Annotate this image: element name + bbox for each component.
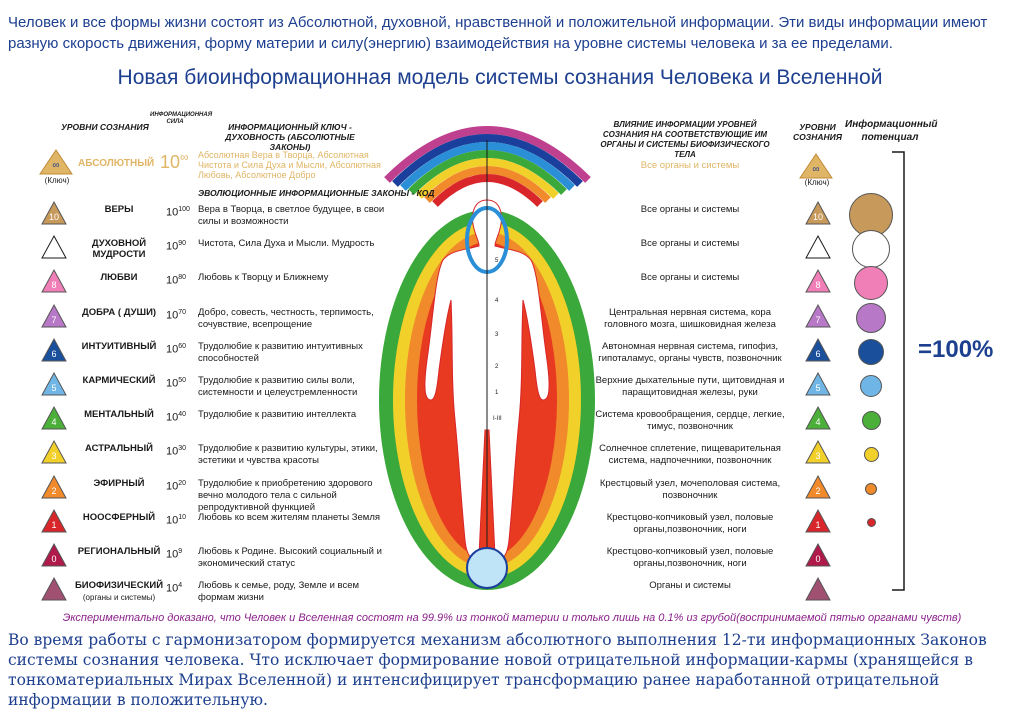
level-organs: Центральная нервная система, кора головного мозга, шишковидная железа [604, 306, 776, 330]
level-law: Трудолюбие к приобретению здорового вечно молодого тела с сильной репродуктивной функцией [198, 477, 373, 513]
svg-text:∞: ∞ [52, 160, 60, 171]
level-law: Добро, совесть, честность, терпимость, сочувствие, всепрощение [198, 306, 374, 330]
level-number: 5 [815, 383, 821, 393]
level-power-exp: 60 [178, 342, 187, 350]
level-power: $10^{20}$ [166, 479, 187, 493]
level-number: 5 [51, 383, 57, 393]
potential-circle [865, 483, 877, 495]
bottom-text: Во время работы с гармонизатором формируется механизм абсолютного выполнения 12-ти информационных Законов системы сознания человека. Что исключает формирование новой отрицательной информации-кармы (хранящейся в тонкоматериальных Мирах Вселенной) и интенсифицирует трансформацию ранее наработанной отрицательной информации в положительную. [8, 631, 987, 709]
level-law: Трудолюбие к развитию силы воли, системности и целеустремленности [198, 375, 358, 398]
level-number: 10 [48, 212, 60, 222]
potential-circle [856, 303, 886, 333]
level-name: АСТРАЛЬНЫЙ [84, 443, 153, 455]
level-power-exp: 80 [178, 274, 187, 282]
level-triangle-icon [40, 542, 68, 570]
absolute-organs: Все органы и системы [640, 160, 740, 171]
level-number: 6 [51, 348, 57, 359]
level-organs: Все органы и системы [640, 204, 740, 215]
level-power-exp: 50 [178, 377, 187, 384]
level-number: 3 [51, 451, 57, 462]
spine-label-3: 3 [495, 332, 499, 338]
level-name: ЭФИРНЫЙ [93, 477, 145, 489]
aura-diagram [375, 100, 600, 600]
level-triangle-icon [40, 268, 68, 296]
level-number: 8 [51, 280, 57, 291]
level-power-exp: 70 [178, 308, 187, 316]
level-law: Трудолюбие к развитию культуры, этики, эстетики и чувства красоты [198, 443, 378, 467]
level-triangle-right-icon [804, 508, 832, 536]
level-number: 10 [812, 212, 824, 222]
spine-label-5: 5 [495, 258, 499, 264]
level-triangle-right-icon [804, 439, 832, 467]
level-power: $10^{80}$ [166, 274, 187, 288]
level-triangle-right-icon [804, 405, 832, 433]
absolute-level-name: АБСОЛЮТНЫЙ [78, 158, 155, 169]
potential-circle [867, 518, 876, 527]
level-number: 6 [815, 348, 821, 359]
level-triangle-icon [40, 234, 68, 262]
level-organs: Крестцовый узел, мочеполовая система, позвоночник [599, 477, 781, 501]
level-triangle-right-icon [804, 234, 832, 262]
potential-circle [862, 411, 881, 430]
level-organs: Крестцово-копчиковый узел, половые органы,позвоночник, ноги [606, 546, 774, 569]
level-power: $10^{10}$ [166, 513, 187, 527]
level-name: ДОБРА ( ДУШИ) [81, 306, 157, 318]
level-organs: Система кровообращения, сердце, легкие, тимус, позвоночник [595, 409, 785, 433]
level-triangle-right-icon [804, 576, 832, 604]
level-triangle-icon [40, 508, 68, 536]
level-organs: Верхние дыхательные пути, щитовидная и паращитовидная железы, руки [595, 375, 785, 398]
potential-circle [858, 339, 884, 365]
intro-text: Человек и все формы жизни состоят из Абсолютной, духовной, нравственной и положительной информации. Эти виды информации имеют разную скорость движения, форму материи и силу(энергию) взаимодействия на уровне системы человека и за ее пределами. [8, 14, 988, 52]
level-triangle-right-icon [804, 268, 832, 296]
level-power: $10^{40}$ [166, 411, 187, 424]
globe-icon [467, 548, 507, 588]
evolution-header: ЭВОЛЮЦИОННЫЕ ИНФОРМАЦИОННЫЕ ЗАКОНЫ - КОД [198, 188, 435, 198]
level-power: $10^{70}$ [166, 308, 187, 322]
level-triangle-icon [40, 303, 68, 331]
level-triangle-icon [40, 371, 68, 399]
level-name: РЕГИОНАЛЬНЫЙ [77, 546, 161, 557]
level-number: 9 [815, 246, 821, 257]
level-law: Чистота, Сила Духа и Мысли. Мудрость [198, 238, 375, 250]
level-number: 4 [51, 417, 57, 428]
level-triangle-icon [40, 576, 68, 604]
level-organs: Все органы и системы [640, 272, 740, 284]
header-influence: ВЛИЯНИЕ ИНФОРМАЦИИ УРОВНЕЙ СОЗНАНИЯ НА СООТВЕТСТВУЮЩИЕ ИМ ОРГАНЫ И СИСТЕМЫ БИОФИЗИЧЕСКОГО ТЕЛА [600, 120, 770, 159]
level-power-exp: 40 [178, 411, 187, 419]
level-number: 0 [815, 554, 821, 564]
level-triangle-right-icon [804, 200, 832, 228]
level-power: $10^4$ [166, 582, 183, 595]
level-organs: Все органы и системы [640, 238, 740, 250]
level-name: НООСФЕРНЫЙ [82, 511, 156, 523]
level-power: $10^{50}$ [166, 377, 187, 390]
svg-text:∞: ∞ [812, 164, 820, 175]
absolute-law: Абсолютная Вера в Творца, Абсолютная Чистота и Сила Духа и Мысли, Абсолютная Любовь, Абсолютное Добро [198, 150, 381, 180]
level-law: Трудолюбие к развитию интуитивных способностей [198, 340, 363, 364]
level-subname: (органы и системы) [82, 593, 156, 603]
level-power-exp: 4 [178, 582, 183, 590]
level-name: ВЕРЫ [104, 204, 134, 215]
level-power-exp: 10 [178, 513, 187, 521]
level-name: МЕНТАЛЬНЫЙ [84, 409, 154, 421]
level-number: 0 [51, 554, 57, 564]
level-triangle-icon [40, 474, 68, 502]
level-power: $10^9$ [166, 548, 183, 561]
level-triangle-icon [40, 200, 68, 228]
level-triangle-right-icon [804, 303, 832, 331]
spine-label-4: 4 [495, 298, 499, 304]
spine-label-2: 2 [495, 364, 499, 370]
level-power-exp: 30 [178, 445, 187, 453]
level-triangle-right-icon [804, 337, 832, 365]
level-power: $10^{90}$ [166, 240, 187, 253]
experiment-note: Экспериментально доказано, что Человек и Вселенная состоят на 99.9% из тонкой материи и только лишь на 0.1% из грубой(воспринимаемой пятью органами чувств) [62, 612, 962, 624]
page-title: Новая биоинформационная модель системы сознания Человека и Вселенной [117, 66, 883, 89]
potential-total: =100% [918, 336, 994, 363]
header-potential: Информационный потенциал [845, 119, 938, 143]
spine-label-1: 1 [495, 390, 499, 396]
level-power: $10^{100}$ [166, 206, 190, 219]
level-law: Любовь к Родине. Высокий социальный и экономический статус [198, 546, 382, 569]
level-triangle-icon [40, 337, 68, 365]
level-number: 1 [51, 519, 57, 530]
level-triangle-right-icon [804, 542, 832, 570]
level-number: 2 [815, 485, 821, 496]
key-label-right: (Ключ) [804, 178, 830, 187]
level-law: Трудолюбие к развитию интеллекта [198, 409, 357, 421]
level-power: $10^{60}$ [166, 342, 187, 356]
level-triangle-right-icon [804, 474, 832, 502]
absolute-power: 10∞ [160, 150, 189, 172]
level-power-exp: 20 [178, 479, 187, 487]
level-triangle-right-icon [804, 371, 832, 399]
level-power: $10^{30}$ [166, 445, 187, 459]
level-number: 7 [815, 314, 821, 325]
level-organs: Солнечное сплетение, пищеварительная система, надпочечники, позвоночник [599, 443, 781, 467]
potential-circle [852, 230, 890, 268]
potential-circle [854, 266, 888, 300]
level-number: 4 [815, 417, 821, 428]
level-number: 1 [815, 519, 821, 530]
key-label: (Ключ) [44, 176, 70, 185]
potential-bracket [890, 150, 920, 600]
level-law: Любовь ко всем жителям планеты Земля [198, 511, 381, 523]
level-name: ИНТУИТИВНЫЙ [81, 340, 157, 352]
level-number: 2 [51, 485, 57, 496]
level-number: 3 [815, 451, 821, 462]
level-organs: Крестцово-копчиковый узел, половые органы,позвоночник, ноги [606, 511, 774, 535]
header-key: ИНФОРМАЦИОННЫЙ КЛЮЧ - ДУХОВНОСТЬ (АБСОЛЮТНЫЕ ЗАКОНЫ) [225, 122, 355, 152]
level-name: ЛЮБВИ [100, 272, 138, 284]
level-number: 8 [815, 280, 821, 291]
level-name: КАРМИЧЕСКИЙ [82, 375, 156, 386]
level-law: Вера в Творца, в светлое будущее, в свои силы и возможности [198, 204, 385, 227]
level-law: Любовь к семье, роду, Земле и всем формам жизни [198, 580, 360, 604]
level-number: 7 [51, 314, 57, 325]
header-levels: УРОВНИ СОЗНАНИЯ [61, 122, 149, 132]
level-name: БИОФИЗИЧЕСКИЙ [74, 580, 164, 592]
level-power-exp: 90 [178, 240, 187, 248]
level-triangle-icon [40, 405, 68, 433]
potential-circle [864, 447, 879, 462]
spine-label-base: I-III [493, 416, 502, 422]
header-power: ИНФОРМАЦИОННАЯ СИЛА [150, 112, 213, 125]
level-power-exp: 9 [178, 548, 183, 555]
level-law: Любовь к Творцу и Ближнему [198, 272, 329, 284]
level-number: 9 [51, 246, 57, 257]
level-organs: Автономная нервная система, гипофиз, гипоталамус, органы чувств, позвоночник [598, 340, 782, 364]
level-organs: Органы и системы [649, 580, 731, 592]
header-levels-right: УРОВНИ СОЗНАНИЯ [793, 122, 842, 142]
level-power-exp: 100 [178, 206, 190, 213]
potential-circle [860, 375, 882, 397]
level-triangle-icon [40, 439, 68, 467]
level-name: ДУХОВНОЙ МУДРОСТИ [91, 238, 147, 261]
